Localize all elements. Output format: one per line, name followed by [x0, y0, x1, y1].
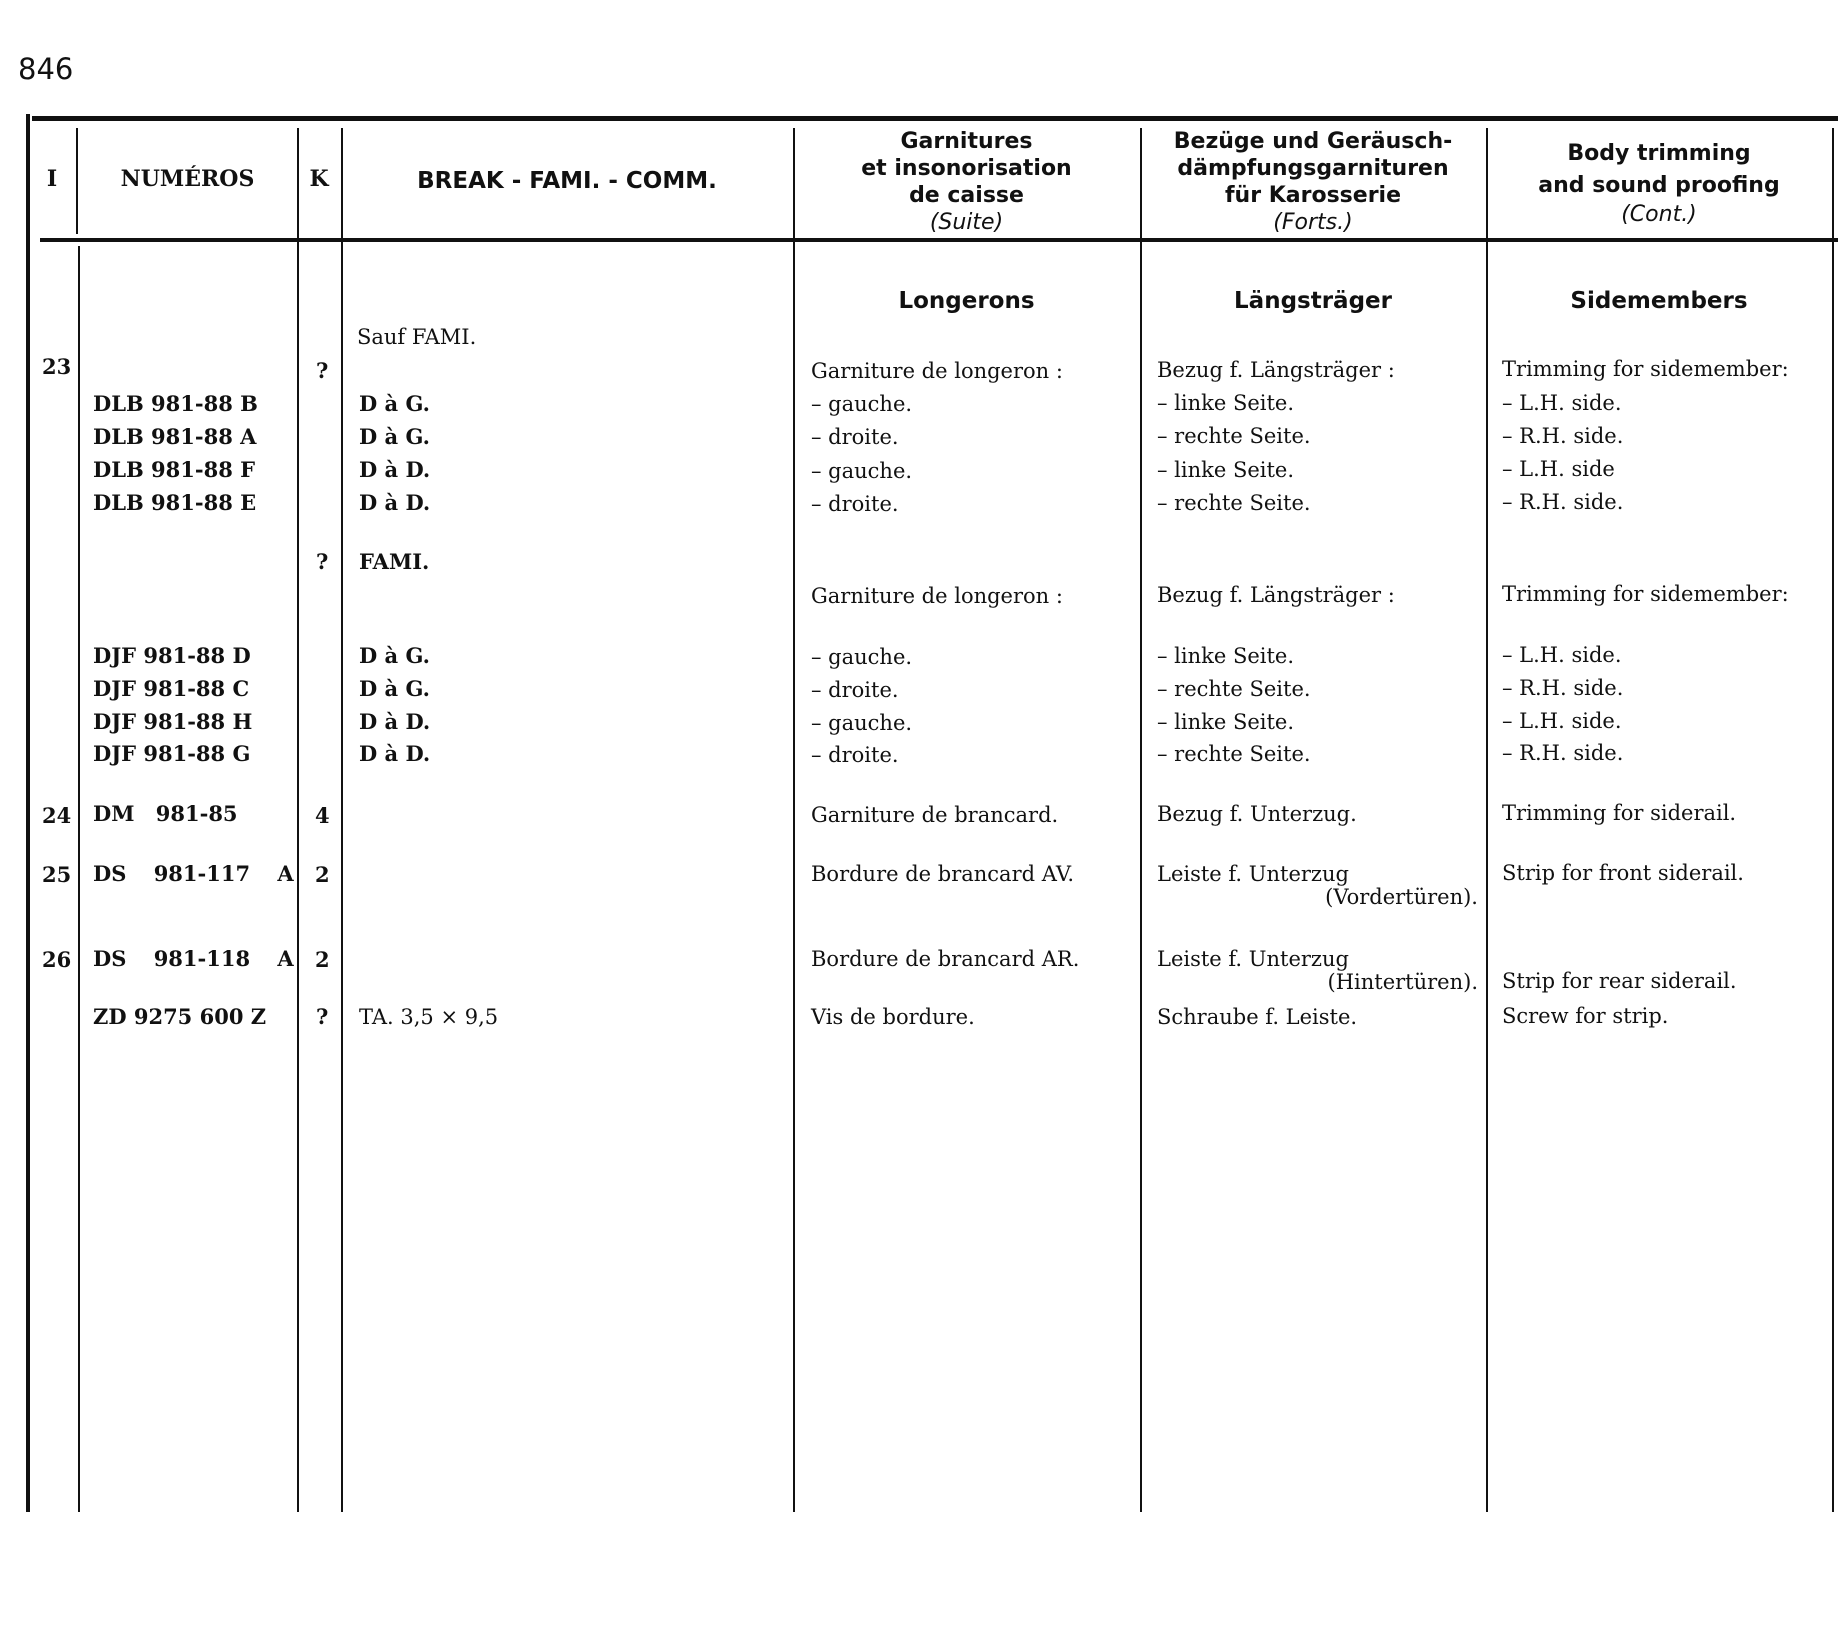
model-variant: D à D. [359, 490, 431, 515]
part-number: ZD 9275 600 Z [93, 1004, 267, 1029]
description-english: Screw for strip. [1502, 1004, 1669, 1028]
description-english: Trimming for sidemember: [1502, 582, 1789, 606]
header-numeros: NUMÉROS [120, 166, 255, 192]
description-german-note: (Hintertüren). [1327, 970, 1478, 994]
part-number: DLB 981-88 A [93, 424, 257, 449]
description-english: – R.H. side. [1502, 424, 1624, 448]
column-divider [1832, 128, 1834, 1512]
description-english: – L.H. side. [1502, 391, 1622, 415]
header-german [1140, 128, 1486, 236]
description-english: – L.H. side [1502, 457, 1615, 481]
header-german-cont: (Forts.) [1273, 210, 1353, 235]
header-index: I [46, 166, 58, 192]
description-english: Strip for front siderail. [1502, 861, 1744, 885]
model-variant: D à D. [359, 457, 431, 482]
description-german: – rechte Seite. [1157, 424, 1311, 448]
header-french-line: Garnitures [900, 129, 1033, 154]
description-german: Bezug f. Längsträger : [1157, 583, 1395, 607]
description-german: Bezug f. Längsträger : [1157, 358, 1395, 382]
part-number: DJF 981-88 C [93, 676, 250, 701]
quantity: 4 [315, 803, 330, 828]
model-note: FAMI. [359, 549, 430, 574]
quantity: ? [316, 549, 329, 574]
item-index: 26 [42, 947, 72, 972]
description-english: – R.H. side. [1502, 490, 1624, 514]
description-french: – gauche. [811, 711, 913, 735]
column-divider [1486, 128, 1488, 1512]
page-number: 846 [18, 52, 74, 86]
item-index: 25 [42, 862, 72, 887]
column-divider [78, 246, 80, 1512]
header-german-line: Bezüge und Geräusch- [1173, 129, 1453, 154]
quantity: ? [316, 1004, 329, 1029]
header-french-cont: (Suite) [929, 210, 1004, 235]
description-english: – R.H. side. [1502, 741, 1624, 765]
section-title-german: Längsträger [1234, 288, 1392, 314]
description-french: – droite. [811, 492, 899, 516]
part-number: DJF 981-88 G [93, 741, 251, 766]
description-german-note: (Vordertüren). [1325, 885, 1478, 909]
description-french: Bordure de brancard AV. [811, 862, 1075, 886]
column-divider [341, 128, 343, 1512]
description-french: Garniture de brancard. [811, 803, 1059, 827]
description-german: Bezug f. Unterzug. [1157, 802, 1357, 826]
description-french: – droite. [811, 425, 899, 449]
quantity: 2 [315, 862, 330, 887]
item-index: 24 [42, 803, 72, 828]
header-english-line: and sound proofing [1538, 173, 1780, 198]
description-english: Strip for rear siderail. [1502, 969, 1737, 993]
part-number: DS 981-117 A [93, 861, 294, 886]
column-divider [793, 128, 795, 1512]
description-french: Garniture de longeron : [811, 584, 1063, 608]
description-french: – gauche. [811, 392, 913, 416]
part-number: DLB 981-88 E [93, 490, 257, 515]
section-title-english: Sidemembers [1570, 288, 1748, 314]
description-german: – linke Seite. [1157, 458, 1295, 482]
description-french: – gauche. [811, 459, 913, 483]
part-number: DM 981-85 [93, 801, 238, 826]
description-english: – R.H. side. [1502, 676, 1624, 700]
header-english [1486, 138, 1832, 228]
column-divider [1140, 128, 1142, 1512]
model-variant: D à D. [359, 709, 431, 734]
description-english: – L.H. side. [1502, 643, 1622, 667]
column-divider [297, 128, 299, 1512]
description-german: – rechte Seite. [1157, 742, 1311, 766]
description-french: Vis de bordure. [811, 1005, 975, 1029]
description-german: Schraube f. Leiste. [1157, 1005, 1358, 1029]
table-top-rule [32, 116, 1838, 121]
part-number: DJF 981-88 D [93, 643, 251, 668]
description-french: Bordure de brancard AR. [811, 947, 1080, 971]
quantity: ? [316, 358, 329, 383]
description-french: – gauche. [811, 645, 913, 669]
description-french: – droite. [811, 743, 899, 767]
header-english-cont: (Cont.) [1621, 202, 1697, 227]
part-number: DLB 981-88 B [93, 391, 258, 416]
header-bottom-rule [40, 238, 1838, 242]
description-english: Trimming for sidemember: [1502, 357, 1789, 381]
model-variant: D à D. [359, 741, 431, 766]
header-french-line: de caisse [909, 183, 1024, 208]
header-english-line: Body trimming [1567, 141, 1751, 166]
description-german: Leiste f. Unterzug [1157, 862, 1349, 886]
model-variant: TA. 3,5 × 9,5 [359, 1005, 499, 1029]
description-german: – linke Seite. [1157, 391, 1295, 415]
part-number: DLB 981-88 F [93, 457, 256, 482]
description-english: Trimming for siderail. [1502, 801, 1737, 825]
header-french [793, 128, 1140, 236]
part-number: DS 981-118 A [93, 946, 294, 971]
header-french-line: et insonorisation [861, 156, 1072, 181]
header-german-line: für Karosserie [1224, 183, 1402, 208]
part-number: DJF 981-88 H [93, 709, 253, 734]
description-french: Garniture de longeron : [811, 359, 1063, 383]
header-k: K [309, 166, 329, 192]
table-left-border [26, 114, 30, 1512]
model-variant: D à G. [359, 391, 430, 416]
model-variant: D à G. [359, 676, 430, 701]
description-german: – linke Seite. [1157, 644, 1295, 668]
header-german-line: dämpfungsgarnituren [1177, 156, 1449, 181]
header-model: BREAK - FAMI. - COMM. [417, 168, 717, 194]
model-variant: D à G. [359, 424, 430, 449]
section-title-french: Longerons [898, 288, 1035, 314]
description-german: – linke Seite. [1157, 710, 1295, 734]
model-note: Sauf FAMI. [357, 325, 477, 349]
description-german: Leiste f. Unterzug [1157, 947, 1349, 971]
description-german: – rechte Seite. [1157, 491, 1311, 515]
quantity: 2 [315, 947, 330, 972]
description-german: – rechte Seite. [1157, 677, 1311, 701]
description-english: – L.H. side. [1502, 709, 1622, 733]
item-index: 23 [42, 354, 72, 379]
description-french: – droite. [811, 678, 899, 702]
model-variant: D à G. [359, 643, 430, 668]
